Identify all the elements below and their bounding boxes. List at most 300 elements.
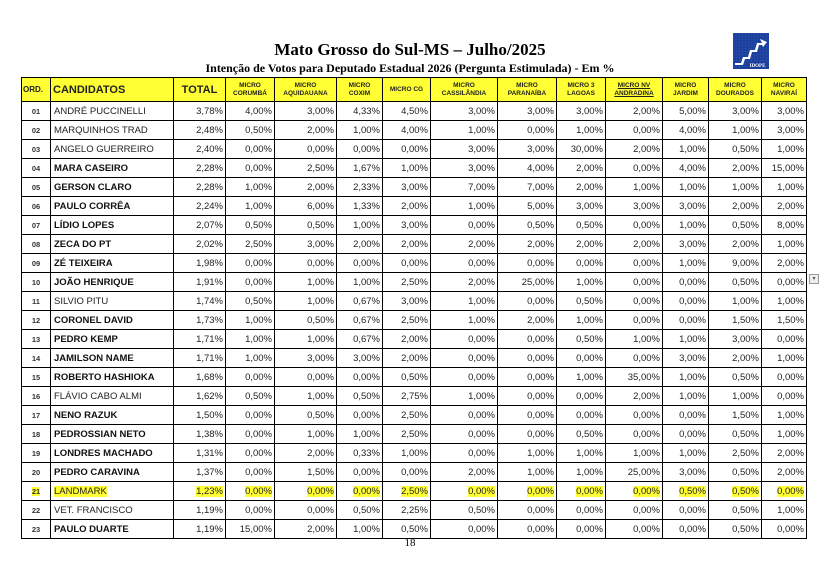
cell-micro-value	[762, 520, 807, 539]
cell-micro-value-text: 1,00%	[679, 181, 706, 193]
cell-micro-value	[709, 102, 762, 121]
cell-micro-value	[762, 482, 807, 501]
cell-micro-value	[226, 140, 275, 159]
cell-micro-value	[498, 406, 557, 425]
cell-micro-value-text: 0,00%	[468, 523, 495, 535]
cell-micro-value-text: 0,00%	[527, 390, 554, 402]
cell-micro-value-text: 0,00%	[527, 504, 554, 516]
cell-micro-value	[762, 159, 807, 178]
cell-micro-value-text: 2,00%	[633, 390, 660, 402]
cell-micro-value-text: 1,00%	[307, 276, 334, 288]
cell-micro-value	[431, 197, 498, 216]
cell-micro-value-text: 0,00%	[401, 466, 428, 478]
cell-micro-value-text: 3,00%	[307, 105, 334, 117]
cell-micro-value	[226, 349, 275, 368]
cell-micro-value-text: 0,50%	[732, 371, 759, 383]
cell-micro-value	[663, 178, 709, 197]
cell-micro-value-text: 0,50%	[732, 276, 759, 288]
cell-micro-value-text: 1,00%	[777, 143, 804, 155]
cell-candidate-text: PAULO DUARTE	[54, 523, 129, 535]
cell-micro-value	[709, 178, 762, 197]
cell-ord-text: 02	[31, 125, 41, 135]
cell-micro-value-text: 1,00%	[468, 124, 495, 136]
cell-micro-value-text: 1,00%	[777, 428, 804, 440]
cell-candidate	[51, 368, 174, 387]
cell-micro-value-text: 0,00%	[576, 390, 603, 402]
cell-micro-value-text: 0,00%	[679, 504, 706, 516]
cell-micro-value-text: 2,50%	[401, 485, 428, 497]
cell-candidate-text: LANDMARK	[54, 485, 107, 497]
cell-total-text: 1,68%	[196, 371, 223, 383]
cell-micro-value	[226, 330, 275, 349]
cell-micro-value	[275, 216, 337, 235]
cell-micro-value	[606, 197, 663, 216]
cell-micro-value-text: 0,00%	[401, 257, 428, 269]
cell-micro-value-text: 0,50%	[307, 314, 334, 326]
cell-micro-value	[337, 520, 383, 539]
cell-micro-value	[498, 254, 557, 273]
cell-micro-value	[431, 121, 498, 140]
cell-candidate	[51, 425, 174, 444]
cell-ord	[22, 368, 51, 387]
cell-micro-value-text: 0,50%	[576, 295, 603, 307]
cell-micro-value-text: 2,00%	[732, 200, 759, 212]
cell-micro-value-text: 1,00%	[576, 371, 603, 383]
cell-micro-value	[383, 292, 431, 311]
cell-ord-text: 04	[31, 163, 41, 173]
cell-ord-text: 13	[31, 334, 41, 344]
cell-ord-text: 21	[31, 486, 41, 496]
cell-micro-value-text: 2,00%	[307, 447, 334, 459]
cell-micro-value-text: 2,25%	[401, 504, 428, 516]
cell-micro-value-text: 1,00%	[679, 333, 706, 345]
cell-micro-value	[383, 501, 431, 520]
cell-candidate-text: JAMILSON NAME	[54, 352, 134, 364]
cell-micro-value-text: 2,00%	[401, 333, 428, 345]
cell-total-text: 1,62%	[196, 390, 223, 402]
cell-micro-value	[431, 140, 498, 159]
cell-micro-value-text: 1,00%	[245, 181, 272, 193]
cell-micro-value	[557, 520, 606, 539]
cell-micro-value	[337, 368, 383, 387]
cell-micro-value-text: 3,00%	[401, 181, 428, 193]
cell-candidate-text: ANDRÉ PUCCINELLI	[54, 105, 146, 117]
cell-micro-value-text: 0,50%	[307, 219, 334, 231]
cell-micro-value-text: 0,00%	[633, 276, 660, 288]
cell-micro-value	[275, 349, 337, 368]
cell-micro-value-text: 2,00%	[468, 466, 495, 478]
cell-micro-value-text: 1,00%	[679, 219, 706, 231]
cell-micro-value	[337, 349, 383, 368]
cell-micro-value	[337, 254, 383, 273]
header-micro-paranaiba: MICRO PARANAÍBA	[498, 78, 557, 102]
cell-micro-value-text: 1,00%	[732, 295, 759, 307]
cell-ord	[22, 140, 51, 159]
cell-micro-value-text: 0,00%	[468, 333, 495, 345]
table-row	[22, 140, 807, 159]
table-body	[22, 102, 807, 539]
cell-candidate	[51, 463, 174, 482]
cell-micro-value-text: 2,00%	[527, 238, 554, 250]
header-micro-cg: MICRO CG	[383, 78, 431, 102]
cell-micro-value-text: 3,00%	[401, 295, 428, 307]
cell-micro-value-text: 1,00%	[777, 409, 804, 421]
cell-micro-value-text: 0,00%	[353, 371, 380, 383]
cell-candidate-text: ANGELO GUERREIRO	[54, 143, 154, 155]
cell-micro-value	[663, 311, 709, 330]
table-row	[22, 292, 807, 311]
cell-micro-value	[709, 254, 762, 273]
cell-micro-value-text: 3,00%	[353, 352, 380, 364]
cell-micro-value-text: 3,00%	[401, 219, 428, 231]
cell-micro-value	[275, 254, 337, 273]
cell-micro-value	[498, 368, 557, 387]
cell-micro-value	[498, 159, 557, 178]
cell-candidate-text: NENO RAZUK	[54, 409, 118, 421]
cell-candidate-text: LÍDIO LOPES	[54, 219, 115, 231]
cell-micro-value-text: 0,00%	[468, 371, 495, 383]
cell-micro-value	[709, 520, 762, 539]
cell-ord	[22, 330, 51, 349]
cell-micro-value	[557, 140, 606, 159]
cell-micro-value	[663, 349, 709, 368]
cell-micro-value	[606, 311, 663, 330]
cell-total	[174, 482, 226, 501]
cell-micro-value-text: 2,75%	[401, 390, 428, 402]
cell-micro-value-text: 1,00%	[679, 390, 706, 402]
cell-ord-text: 03	[31, 144, 41, 154]
table-row	[22, 273, 807, 292]
table-row	[22, 121, 807, 140]
cell-micro-value-text: 0,50%	[732, 219, 759, 231]
cell-total-text: 1,37%	[196, 466, 223, 478]
cell-micro-value	[557, 159, 606, 178]
cell-micro-value	[431, 273, 498, 292]
cell-ord	[22, 311, 51, 330]
cell-micro-value	[762, 444, 807, 463]
cell-micro-value	[337, 501, 383, 520]
cell-micro-value-text: 1,00%	[468, 314, 495, 326]
cell-micro-value-text: 0,50%	[732, 504, 759, 516]
filter-dropdown-icon[interactable]: ▾	[809, 274, 819, 284]
cell-micro-value-text: 2,00%	[576, 238, 603, 250]
cell-total-text: 1,31%	[196, 447, 223, 459]
cell-micro-value	[498, 311, 557, 330]
cell-total-text: 2,24%	[196, 200, 223, 212]
cell-micro-value-text: 0,00%	[679, 409, 706, 421]
cell-micro-value	[226, 216, 275, 235]
cell-candidate-text: PAULO CORRÊA	[54, 200, 131, 212]
cell-micro-value	[498, 387, 557, 406]
cell-micro-value	[275, 463, 337, 482]
header-micro-jardim: MICRO JARDIM	[663, 78, 709, 102]
cell-micro-value	[431, 292, 498, 311]
cell-micro-value	[762, 311, 807, 330]
cell-micro-value	[226, 121, 275, 140]
cell-micro-value-text: 0,00%	[777, 390, 804, 402]
cell-micro-value	[226, 444, 275, 463]
cell-candidate	[51, 311, 174, 330]
cell-micro-value-text: 2,00%	[633, 105, 660, 117]
cell-total	[174, 330, 226, 349]
cell-micro-value-text: 0,50%	[353, 390, 380, 402]
cell-micro-value-text: 8,00%	[777, 219, 804, 231]
cell-micro-value-text: 1,00%	[633, 333, 660, 345]
cell-micro-value	[226, 235, 275, 254]
table-row	[22, 216, 807, 235]
cell-micro-value-text: 4,00%	[679, 162, 706, 174]
cell-micro-value	[606, 178, 663, 197]
cell-micro-value-text: 0,00%	[633, 504, 660, 516]
cell-total	[174, 102, 226, 121]
table-row	[22, 178, 807, 197]
cell-micro-value-text: 0,50%	[245, 219, 272, 231]
cell-micro-value	[606, 406, 663, 425]
cell-micro-value	[663, 235, 709, 254]
cell-micro-value-text: 1,00%	[679, 257, 706, 269]
cell-micro-value-text: 2,50%	[401, 409, 428, 421]
cell-total	[174, 406, 226, 425]
cell-micro-value	[557, 349, 606, 368]
cell-micro-value	[663, 121, 709, 140]
cell-micro-value-text: 2,00%	[633, 143, 660, 155]
cell-micro-value-text: 0,00%	[576, 352, 603, 364]
cell-total-text: 1,71%	[196, 333, 223, 345]
cell-micro-value-text: 0,00%	[777, 485, 804, 497]
cell-micro-value-text: 0,00%	[468, 485, 495, 497]
cell-total-text: 1,38%	[196, 428, 223, 440]
cell-micro-value-text: 7,00%	[527, 181, 554, 193]
cell-micro-value-text: 0,50%	[307, 409, 334, 421]
cell-micro-value-text: 2,00%	[732, 162, 759, 174]
cell-micro-value	[762, 330, 807, 349]
cell-micro-value-text: 1,33%	[353, 200, 380, 212]
cell-micro-value	[709, 349, 762, 368]
cell-micro-value	[226, 520, 275, 539]
cell-total	[174, 368, 226, 387]
cell-micro-value-text: 0,00%	[633, 219, 660, 231]
cell-micro-value	[383, 311, 431, 330]
cell-micro-value-text: 3,00%	[633, 200, 660, 212]
cell-micro-value-text: 1,00%	[679, 371, 706, 383]
cell-micro-value-text: 0,00%	[245, 466, 272, 478]
cell-micro-value-text: 1,00%	[633, 447, 660, 459]
cell-micro-value	[226, 425, 275, 444]
cell-micro-value	[226, 197, 275, 216]
cell-micro-value	[337, 311, 383, 330]
cell-micro-value	[275, 368, 337, 387]
cell-micro-value-text: 0,50%	[732, 143, 759, 155]
cell-micro-value	[663, 482, 709, 501]
cell-micro-value-text: 1,00%	[576, 447, 603, 459]
cell-micro-value	[275, 121, 337, 140]
cell-candidate-text: MARA CASEIRO	[54, 162, 129, 174]
cell-micro-value	[606, 273, 663, 292]
cell-candidate	[51, 520, 174, 539]
cell-micro-value-text: 0,00%	[777, 523, 804, 535]
cell-micro-value-text: 1,00%	[401, 162, 428, 174]
cell-micro-value-text: 15,00%	[239, 523, 272, 535]
cell-micro-value	[663, 501, 709, 520]
cell-micro-value	[431, 254, 498, 273]
cell-micro-value-text: 0,00%	[307, 485, 334, 497]
cell-ord-text: 17	[31, 410, 41, 420]
cell-micro-value	[606, 501, 663, 520]
cell-total-text: 1,50%	[196, 409, 223, 421]
cell-micro-value	[431, 102, 498, 121]
cell-ord	[22, 178, 51, 197]
cell-candidate-text: CORONEL DAVID	[54, 314, 133, 326]
cell-candidate-text: PEDRO KEMP	[54, 333, 118, 345]
cell-candidate	[51, 406, 174, 425]
cell-micro-value-text: 3,00%	[679, 352, 706, 364]
cell-micro-value	[226, 482, 275, 501]
cell-micro-value-text: 0,50%	[245, 390, 272, 402]
cell-ord	[22, 501, 51, 520]
cell-micro-value	[431, 463, 498, 482]
cell-total-text: 2,07%	[196, 219, 223, 231]
cell-micro-value-text: 0,00%	[245, 409, 272, 421]
header-micro-navirai: MICRO NAVIRAÍ	[762, 78, 807, 102]
cell-candidate	[51, 330, 174, 349]
cell-total-text: 2,48%	[196, 124, 223, 136]
cell-micro-value-text: 1,00%	[468, 295, 495, 307]
cell-micro-value-text: 0,00%	[307, 504, 334, 516]
cell-total	[174, 254, 226, 273]
cell-micro-value-text: 0,00%	[245, 162, 272, 174]
cell-ord	[22, 273, 51, 292]
cell-micro-value-text: 0,50%	[732, 428, 759, 440]
cell-total-text: 2,28%	[196, 162, 223, 174]
cell-micro-value	[663, 387, 709, 406]
cell-micro-value-text: 0,00%	[468, 219, 495, 231]
cell-micro-value	[663, 368, 709, 387]
cell-candidate-text: VET. FRANCISCO	[54, 504, 133, 516]
cell-total-text: 2,02%	[196, 238, 223, 250]
cell-micro-value	[709, 121, 762, 140]
cell-ord-text: 15	[31, 372, 41, 382]
cell-micro-value-text: 0,00%	[679, 428, 706, 440]
cell-micro-value	[709, 463, 762, 482]
cell-micro-value	[275, 482, 337, 501]
cell-micro-value-text: 3,00%	[679, 238, 706, 250]
cell-micro-value	[275, 178, 337, 197]
header-micro-dourados: MICRO DOURADOS	[709, 78, 762, 102]
cell-ord-text: 11	[32, 296, 40, 306]
header-total: TOTAL	[174, 78, 226, 102]
cell-micro-value	[226, 254, 275, 273]
cell-micro-value	[337, 444, 383, 463]
cell-micro-value	[226, 406, 275, 425]
cell-micro-value-text: 0,00%	[353, 485, 380, 497]
cell-candidate	[51, 349, 174, 368]
cell-micro-value	[498, 425, 557, 444]
cell-micro-value	[498, 463, 557, 482]
cell-micro-value-text: 1,00%	[401, 447, 428, 459]
cell-micro-value	[431, 349, 498, 368]
cell-micro-value	[383, 102, 431, 121]
cell-micro-value	[606, 330, 663, 349]
cell-micro-value-text: 1,50%	[732, 409, 759, 421]
cell-micro-value-text: 1,00%	[777, 504, 804, 516]
cell-micro-value	[431, 520, 498, 539]
cell-micro-value-text: 2,00%	[777, 447, 804, 459]
cell-micro-value	[337, 482, 383, 501]
cell-ord	[22, 159, 51, 178]
cell-ord-text: 22	[31, 505, 41, 515]
header-micro-aquidauana: MICRO AQUIDAUANA	[275, 78, 337, 102]
cell-micro-value	[431, 235, 498, 254]
cell-micro-value-text: 1,00%	[576, 276, 603, 288]
cell-micro-value-text: 0,67%	[353, 314, 380, 326]
cell-micro-value-text: 0,00%	[633, 295, 660, 307]
cell-total	[174, 387, 226, 406]
cell-total	[174, 463, 226, 482]
cell-micro-value-text: 0,50%	[576, 428, 603, 440]
table-row	[22, 482, 807, 501]
cell-micro-value	[663, 159, 709, 178]
cell-micro-value-text: 3,00%	[468, 105, 495, 117]
cell-candidate-text: SILVIO PITU	[54, 295, 109, 307]
cell-candidate	[51, 159, 174, 178]
cell-micro-value-text: 3,00%	[468, 162, 495, 174]
cell-micro-value-text: 2,00%	[777, 200, 804, 212]
cell-micro-value-text: 0,00%	[245, 485, 272, 497]
cell-candidate-text: FLÁVIO CABO ALMI	[54, 390, 142, 402]
cell-candidate	[51, 216, 174, 235]
cell-micro-value	[606, 235, 663, 254]
header-micro-nv-andradina: MICRO NV ANDRADINA	[606, 78, 663, 102]
cell-ord	[22, 292, 51, 311]
cell-micro-value-text: 0,00%	[679, 314, 706, 326]
cell-candidate	[51, 273, 174, 292]
cell-micro-value	[226, 292, 275, 311]
cell-micro-value	[557, 235, 606, 254]
cell-micro-value	[275, 235, 337, 254]
cell-micro-value-text: 0,00%	[576, 257, 603, 269]
cell-micro-value	[557, 273, 606, 292]
header-micro-coxim: MICRO COXIM	[337, 78, 383, 102]
cell-micro-value-text: 0,50%	[468, 504, 495, 516]
cell-micro-value	[275, 425, 337, 444]
cell-micro-value-text: 0,00%	[679, 276, 706, 288]
cell-micro-value	[663, 273, 709, 292]
cell-micro-value-text: 15,00%	[771, 162, 804, 174]
cell-micro-value	[709, 311, 762, 330]
cell-micro-value	[762, 178, 807, 197]
cell-micro-value-text: 2,00%	[777, 257, 804, 269]
cell-micro-value	[226, 463, 275, 482]
cell-micro-value-text: 0,50%	[732, 466, 759, 478]
cell-ord-text: 10	[31, 277, 41, 287]
cell-micro-value	[498, 178, 557, 197]
cell-micro-value	[498, 235, 557, 254]
cell-candidate-text: ZECA DO PT	[54, 238, 112, 250]
cell-total	[174, 197, 226, 216]
cell-micro-value-text: 1,00%	[245, 352, 272, 364]
cell-micro-value	[337, 425, 383, 444]
cell-total-text: 1,98%	[196, 257, 223, 269]
cell-micro-value-text: 0,00%	[468, 447, 495, 459]
cell-micro-value-text: 2,50%	[401, 428, 428, 440]
cell-candidate-text: JOÃO HENRIQUE	[54, 276, 134, 288]
table-row	[22, 159, 807, 178]
cell-ord	[22, 216, 51, 235]
cell-micro-value	[431, 482, 498, 501]
cell-micro-value-text: 2,50%	[307, 162, 334, 174]
cell-micro-value-text: 0,00%	[353, 257, 380, 269]
cell-micro-value	[606, 102, 663, 121]
